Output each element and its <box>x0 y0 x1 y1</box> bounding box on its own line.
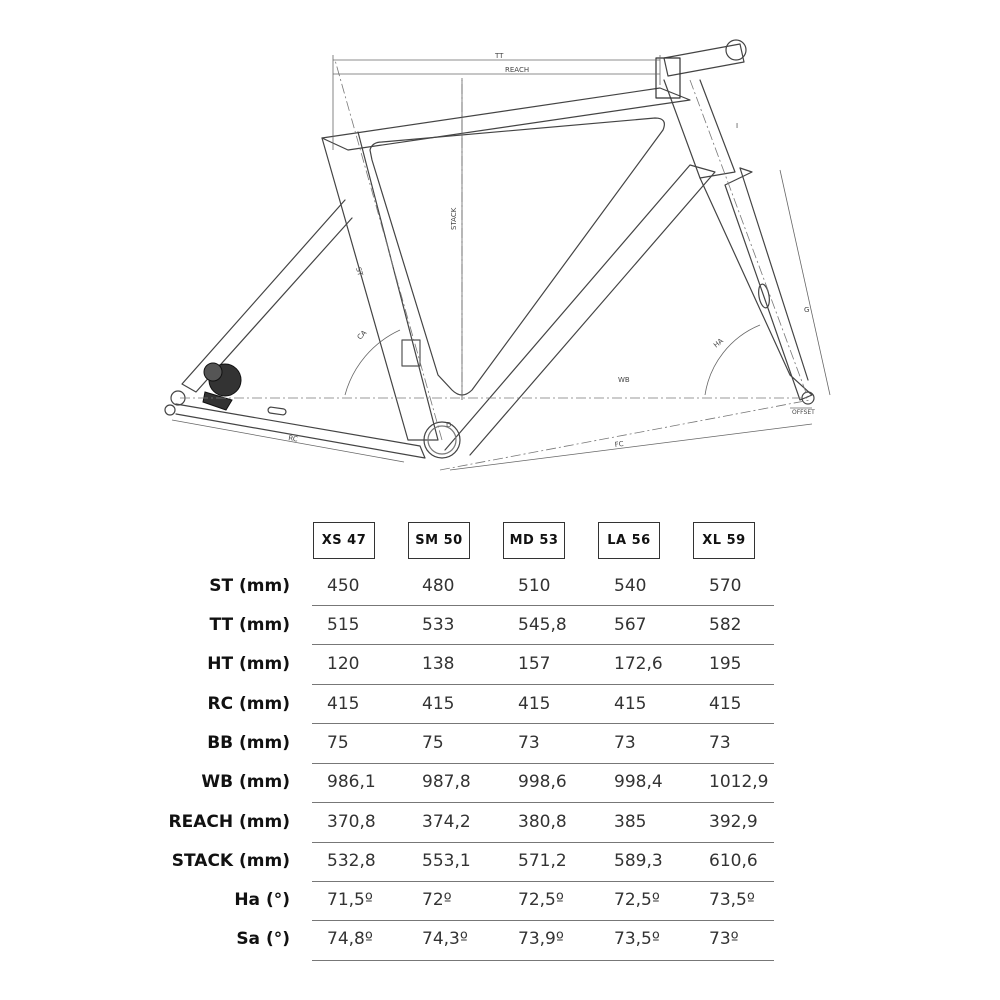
top-tube <box>322 88 690 150</box>
table-cell: 510 <box>518 576 551 596</box>
fork <box>700 168 812 400</box>
label-ca: CA <box>355 328 369 342</box>
table-cell: 73º <box>709 929 739 949</box>
table-cell: 374,2 <box>422 812 471 832</box>
table-cell: 582 <box>709 615 742 635</box>
table-cell: 480 <box>422 576 455 596</box>
table-cell: 73 <box>614 733 636 753</box>
row-label: Sa (°) <box>236 929 290 949</box>
label-tt: TT <box>495 52 504 60</box>
size-header: SM 50 <box>408 522 470 559</box>
table-cell: 533 <box>422 615 455 635</box>
table-cell: 392,9 <box>709 812 758 832</box>
row-divider <box>312 960 774 961</box>
table-cell: 138 <box>422 654 455 674</box>
label-st: ST <box>354 266 365 277</box>
table-cell: 74,8º <box>327 929 373 949</box>
table-cell: 998,4 <box>614 772 663 792</box>
size-header: XS 47 <box>313 522 375 559</box>
label-g: G <box>804 306 810 314</box>
fork-blade <box>740 168 808 380</box>
row-label: BB (mm) <box>207 733 290 753</box>
size-header: XL 59 <box>693 522 755 559</box>
row-divider <box>312 723 774 724</box>
row-label: REACH (mm) <box>168 812 290 832</box>
chain-stay <box>176 404 425 458</box>
size-header: LA 56 <box>598 522 660 559</box>
table-cell: 532,8 <box>327 851 376 871</box>
table-cell: 72,5º <box>614 890 660 910</box>
row-label: RC (mm) <box>207 694 290 714</box>
row-label: HT (mm) <box>207 654 290 674</box>
table-cell: 415 <box>709 694 742 714</box>
seat-stay <box>182 200 352 392</box>
row-divider <box>312 605 774 606</box>
table-cell: 73,5º <box>709 890 755 910</box>
label-reach: REACH <box>505 66 530 74</box>
table-cell: 415 <box>518 694 551 714</box>
table-cell: 172,6 <box>614 654 663 674</box>
table-cell: 73,9º <box>518 929 564 949</box>
table-cell: 415 <box>327 694 360 714</box>
table-cell: 415 <box>422 694 455 714</box>
front-triangle-window <box>370 118 664 395</box>
row-label: Ha (°) <box>234 890 290 910</box>
table-cell: 570 <box>709 576 742 596</box>
label-ha: HA <box>712 336 725 350</box>
table-cell: 71,5º <box>327 890 373 910</box>
table-cell: 987,8 <box>422 772 471 792</box>
table-cell: 74,3º <box>422 929 468 949</box>
table-cell: 450 <box>327 576 360 596</box>
table-cell: 72º <box>422 890 452 910</box>
table-cell: 589,3 <box>614 851 663 871</box>
table-cell: 157 <box>518 654 551 674</box>
table-cell: 1012,9 <box>709 772 769 792</box>
table-cell: 540 <box>614 576 647 596</box>
table-cell: 195 <box>709 654 742 674</box>
label-offset: OFFSET <box>792 409 815 416</box>
table-cell: 571,2 <box>518 851 567 871</box>
label-ht: I <box>736 122 739 130</box>
label-rc: RC <box>287 434 299 444</box>
row-divider <box>312 763 774 764</box>
row-divider <box>312 802 774 803</box>
table-cell: 610,6 <box>709 851 758 871</box>
table-cell: 553,1 <box>422 851 471 871</box>
stem <box>664 44 744 76</box>
table-cell: 75 <box>327 733 349 753</box>
row-divider <box>312 920 774 921</box>
row-divider <box>312 644 774 645</box>
table-cell: 72,5º <box>518 890 564 910</box>
size-header: MD 53 <box>503 522 565 559</box>
table-cell: 567 <box>614 615 647 635</box>
label-wb: WB <box>618 376 630 384</box>
table-cell: 370,8 <box>327 812 376 832</box>
table-cell: 415 <box>614 694 647 714</box>
table-cell: 120 <box>327 654 360 674</box>
seat-tube <box>322 132 438 440</box>
table-cell: 385 <box>614 812 647 832</box>
row-label: ST (mm) <box>209 576 290 596</box>
row-label: TT (mm) <box>209 615 290 635</box>
handlebar-clamp <box>726 40 746 60</box>
table-cell: 380,8 <box>518 812 567 832</box>
label-fc: FC <box>614 439 625 449</box>
row-divider <box>312 842 774 843</box>
rear-derailleur <box>203 363 241 410</box>
label-stack: STACK <box>450 207 458 230</box>
table-cell: 986,1 <box>327 772 376 792</box>
row-label: WB (mm) <box>201 772 290 792</box>
table-cell: 545,8 <box>518 615 567 635</box>
label-d: D <box>446 421 452 429</box>
table-cell: 73 <box>518 733 540 753</box>
head-tube <box>664 80 735 178</box>
table-cell: 998,6 <box>518 772 567 792</box>
row-label: STACK (mm) <box>171 851 290 871</box>
table-cell: 75 <box>422 733 444 753</box>
table-cell: 73,5º <box>614 929 660 949</box>
table-cell: 515 <box>327 615 360 635</box>
table-cell: 73 <box>709 733 731 753</box>
row-divider <box>312 684 774 685</box>
down-tube <box>445 165 715 455</box>
row-divider <box>312 881 774 882</box>
